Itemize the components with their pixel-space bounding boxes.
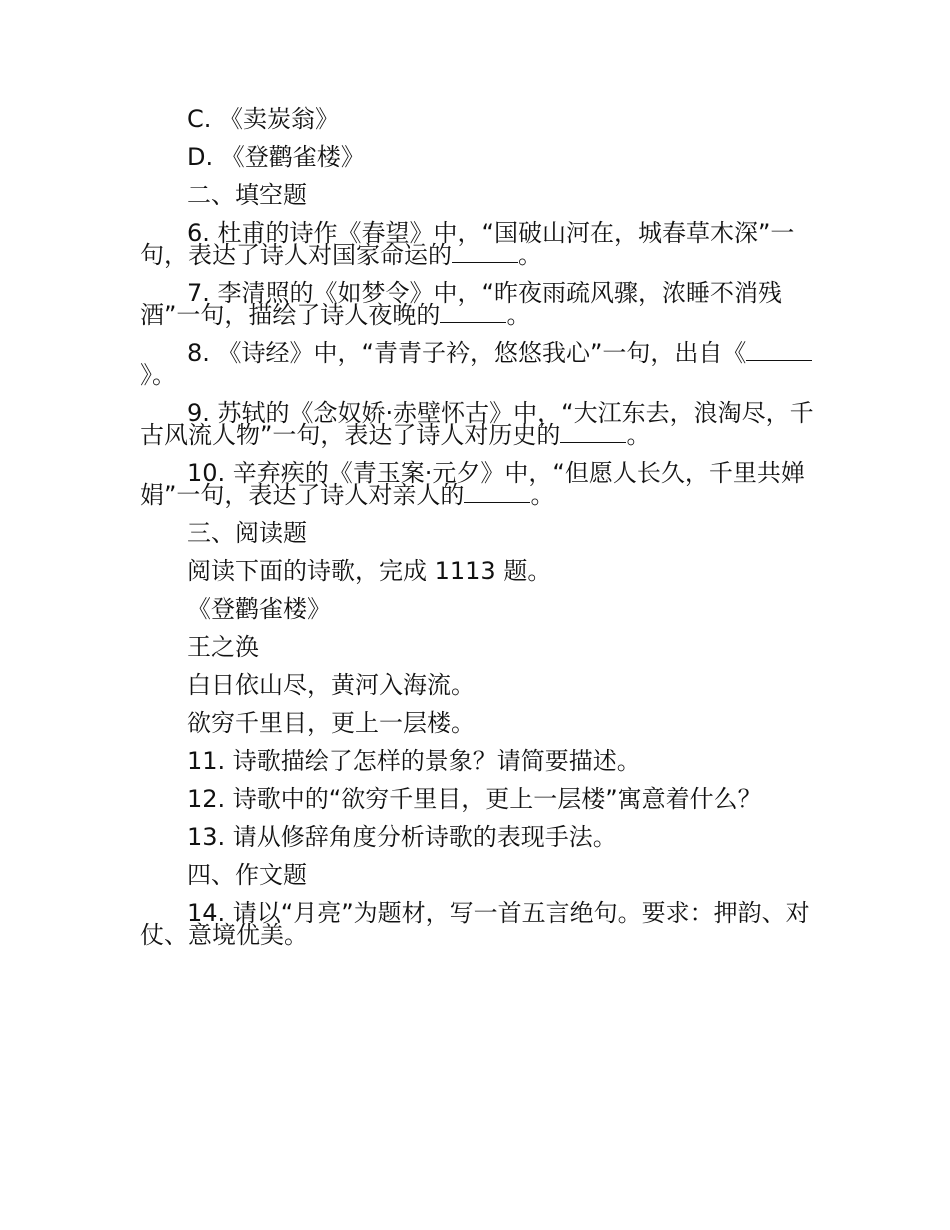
question-9-end: 。	[626, 421, 651, 449]
question-12: 12. 诗歌中的“欲穷千里目，更上一层楼”寓意着什么？	[187, 785, 762, 813]
question-7-end: 。	[506, 301, 531, 329]
question-9	[140, 394, 820, 454]
question-13: 13. 请从修辞角度分析诗歌的表现手法。	[187, 823, 617, 851]
option-d: D. 《登鹳雀楼》	[187, 143, 365, 171]
answer-blank	[440, 304, 506, 323]
poem-line: 白日依山尽，黄河入海流。	[187, 671, 475, 699]
question-8	[140, 334, 820, 394]
poem-line: 欲穷千里目，更上一层楼。	[187, 709, 475, 737]
document-content	[140, 100, 820, 954]
option-c: C. 《卖炭翁》	[187, 105, 340, 133]
question-10	[140, 454, 820, 514]
answer-blank	[560, 424, 626, 443]
question-7-text: 7. 李清照的《如梦令》中，“昨夜雨疏风骤，浓睡不消残酒”一句，描绘了诗人夜晚的	[140, 279, 782, 329]
question-10-text: 10. 辛弃疾的《青玉案·元夕》中，“但愿人长久，千里共婵娟”一句，表达了诗人对亲人的	[140, 459, 805, 509]
section-heading-writing: 四、作文题	[187, 861, 307, 889]
question-11: 11. 诗歌描绘了怎样的景象？请简要描述。	[187, 747, 641, 775]
question-14: 14. 请以“月亮”为题材，写一首五言绝句。要求：押韵、对仗、意境优美。	[140, 899, 810, 949]
reading-intro: 阅读下面的诗歌，完成 1113 题。	[187, 557, 552, 585]
answer-blank	[746, 342, 812, 361]
question-10-end: 。	[530, 481, 555, 509]
question-6-text: 6. 杜甫的诗作《春望》中，“国破山河在，城春草木深”一句，表达了诗人对国家命运的	[140, 219, 795, 269]
answer-blank	[452, 244, 518, 263]
section-heading-reading: 三、阅读题	[187, 519, 307, 547]
poem-author: 王之涣	[187, 633, 259, 661]
question-8-end: 》。	[140, 361, 176, 389]
question-6-end: 。	[518, 241, 542, 269]
question-9-text: 9. 苏轼的《念奴娇·赤壁怀古》中，“大江东去，浪淘尽，千古风流人物”一句，表达了诗人对历史的	[140, 399, 814, 449]
poem-title: 《登鹳雀楼》	[187, 595, 331, 623]
question-7	[140, 274, 820, 334]
section-heading-fill-in: 二、填空题	[187, 181, 307, 209]
answer-blank	[464, 484, 530, 503]
question-6	[140, 214, 820, 274]
question-8-text: 8. 《诗经》中，“青青子衿，悠悠我心”一句，出自《	[187, 339, 747, 367]
